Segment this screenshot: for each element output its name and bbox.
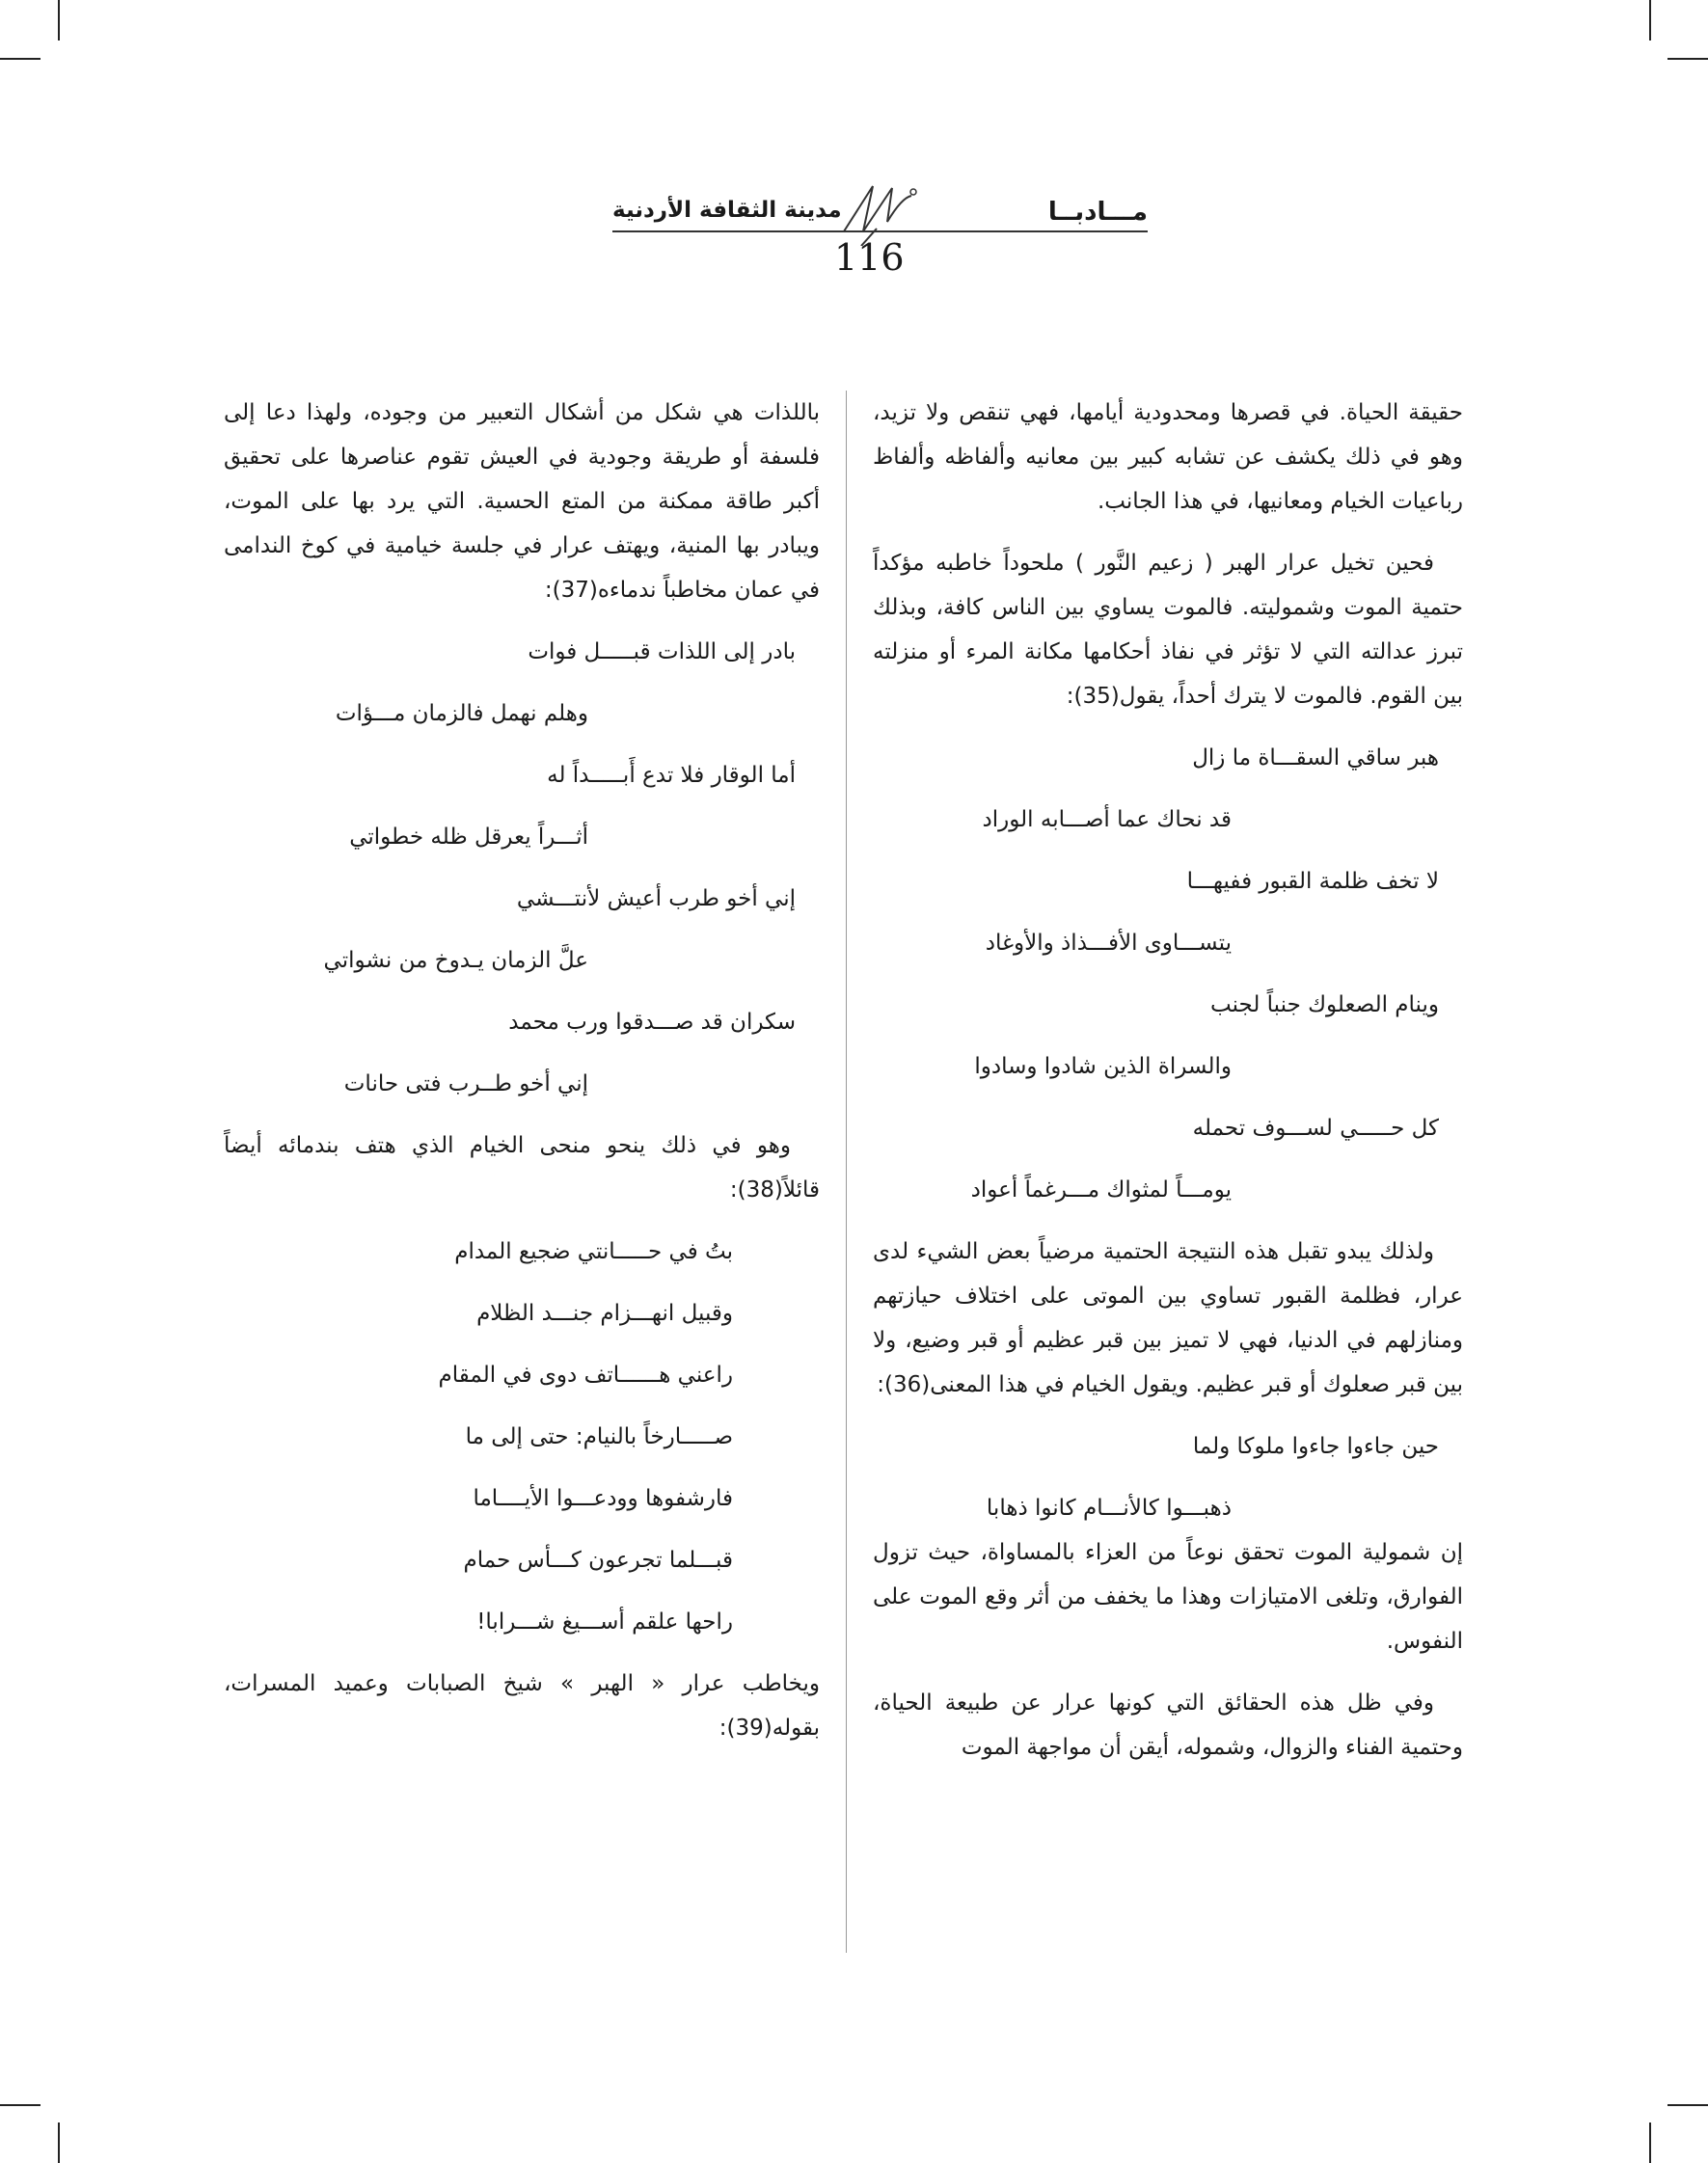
crop-mark-bottom-right [1649,2122,1651,2163]
verse-line: فارشفوها وودعـــوا الأيــــاما [473,1486,733,1511]
verse-line: أثـــراً يعرقل ظله خطواتي [349,825,588,850]
paragraph: ولذلك يبدو تقبل هذه النتيجة الحتمية مرضياً بعض الشيء لدى عرار، فظلمة القبور تساوي بين الموتى على اختلاف حيازتهم ومنازلهم في الدنيا، فهي لا تميز بين قبر عظيم أو قبر وضيع، ولا بين قبر صعلوك أو قبر عظيم. ويقول الخيام في هذا المعنى(36): [873,1239,1463,1397]
crop-mark-bottom-left-h [0,2104,41,2106]
magazine-name: مـــادبــا [1047,198,1148,227]
verse-line: كل حـــــي لســـوف تحمله [1192,1116,1439,1141]
verse-line: بتُ في حـــــانتي ضجيع المدام [454,1239,733,1264]
verse-line: يومـــاً لمثواك مـــرغماً أعواد [970,1177,1232,1203]
verse-line: هبر ساقي السقـــاة ما زال [1192,745,1439,771]
page-header [579,178,1148,284]
page-number: 116 [834,236,905,279]
verse-line: علَّ الزمان يـدوخ من نشواتي [323,948,588,973]
right-column [873,391,1463,1787]
verse-line: إني أخو طــرب فتى حانات [343,1071,588,1096]
verse-line: وينام الصعلوك جنباً لجنب [1209,992,1439,1017]
crop-mark-top-right-h [1667,58,1708,60]
paragraph: باللذات هي شكل من أشكال التعبير من وجوده، ولهذا دعا إلى فلسفة أو طريقة وجودية في العيش تقوم عناصرها على تحقيق أكبر طاقة ممكنة من المتع الحسية. التي يرد بها على الموت، ويبادر بها المنية، ويهتف عرار في جلسة خيامية في كوخ الندامى في عمان مخاطباً ندماءه(37): [224,400,820,603]
paragraph: وهو في ذلك ينحو منحى الخيام الذي هتف بندمائه أيضاً قائلاً(38): [224,1133,820,1203]
verse-line: حين جاءوا جاءوا ملوكا ولما [1192,1434,1439,1459]
left-column [224,391,820,1768]
verse-line: راعني هــــــاتف دوى في المقام [438,1363,733,1388]
verse-line: سكران قد صـــدقوا ورب محمد [508,1010,796,1035]
verse-line: لا تخف ظلمة القبور ففيهـــا [1186,869,1439,894]
verse-line: قد نحاك عما أصـــابه الوراد [982,807,1232,832]
verse-line: صـــــارخاً بالنيام: حتى إلى ما [465,1424,733,1449]
verse-line: إني أخو طرب أعيش لأنتـــشي [516,886,796,911]
verse-line: والسراة الذين شادوا وسادوا [974,1054,1232,1079]
paragraph: إن شمولية الموت تحقق نوعاً من العزاء بالمساواة، حيث تزول الفوارق، وتلغى الامتيازات وهذا ما يخفف من أثر وقع الموت على النفوس. [873,1540,1463,1654]
verse-line: وهلم نهمل فالزمان مـــؤات [335,701,588,726]
verse-line: قبـــلما تجرعون كـــأس حمام [463,1548,733,1573]
verse-line: وقبيل انهـــزام جنـــد الظلام [476,1301,733,1326]
verse-line: بادر إلى اللذات قبـــــل فوات [528,639,796,664]
city-label: مدينة الثقافة الأردنية [612,198,842,223]
crop-mark-bottom-left [58,2122,60,2163]
column-divider [846,391,847,1953]
crop-mark-top-left-h [0,58,41,60]
verse-line: ذهبـــوا كالأنـــام كانوا ذهابا [986,1496,1232,1521]
verse-line: راحها علقم أســـيغ شـــرابا! [476,1609,733,1635]
paragraph: ويخاطب عرار « الهبر » شيخ الصبابات وعميد المسرات، بقوله(39): [224,1671,820,1741]
paragraph: فحين تخيل عرار الهبر ( زعيم النَّور ) ملحوداً خاطبه مؤكداً حتمية الموت وشموليته. فالموت يساوي بين الناس كافة، وبذلك تبرز عدالته التي لا تؤثر في نفاذ أحكامها مكانة المرء أو منزلته بين القوم. فالموت لا يترك أحداً، يقول(35): [873,551,1463,709]
paragraph: وفي ظل هذه الحقائق التي كونها عرار عن طبيعة الحياة، وحتمية الفناء والزوال، وشموله، أيقن أن مواجهة الموت [873,1690,1463,1760]
crop-mark-top-left [58,0,60,41]
verse-line: يتســـاوى الأفـــذاذ والأوغاد [985,931,1232,956]
crop-mark-bottom-right-h [1667,2104,1708,2106]
paragraph: حقيقة الحياة. في قصرها ومحدودية أيامها، فهي تنقص ولا تزيد، وهو في ذلك يكشف عن تشابه كبير بين معانيه وألفاظه وألفاظ رباعيات الخيام ومعانيها، في هذا الجانب. [873,400,1463,514]
verse-line: أما الوقار فلا تدع أَبـــــداً له [547,763,796,788]
crop-mark-top-right [1649,0,1651,41]
